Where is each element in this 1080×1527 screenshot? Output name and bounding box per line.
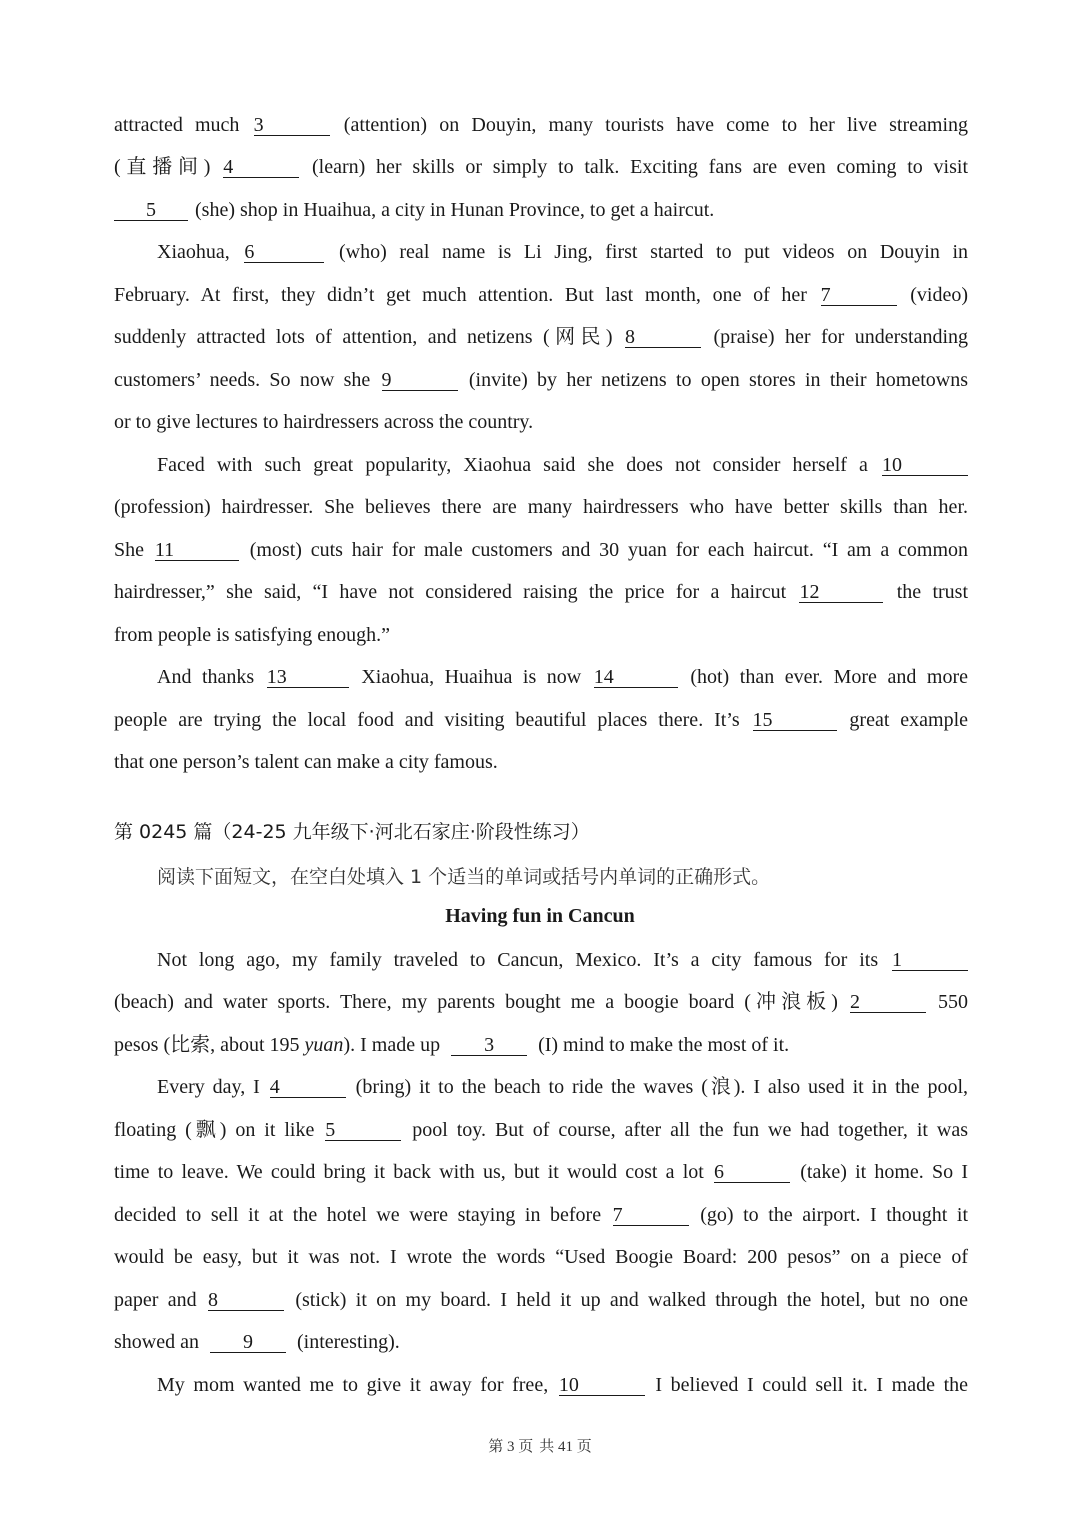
section-heading: 第 0245 篇（24-25 九年级下·河北石家庄·阶段性练习） (114, 821, 590, 843)
p2-line: would be easy, but it was not. I wrote the words “Used Boogie Board: 200 pesos” on a piece of (114, 1246, 968, 1268)
p1-line: Xiaohua, 6 (who) real name is Li Jing, first started to put videos on Douyin in (157, 241, 968, 263)
answer-blank: 2 (850, 992, 926, 1013)
answer-blank: 3 (451, 1035, 527, 1056)
p1-line: from people is satisfying enough.” (114, 624, 391, 646)
p2-line: floating (飘) on it like 5 pool toy. But of course, after all the fun we had together, it was (114, 1119, 968, 1141)
page-footer (0, 1435, 1080, 1456)
answer-blank: 4 (270, 1077, 346, 1098)
answer-blank: 4 (223, 157, 299, 178)
answer-blank: 11 (155, 540, 239, 561)
p2-line: showed an 9 (interesting). (114, 1331, 400, 1353)
answer-blank: 10 (882, 455, 968, 476)
p1-line: people are trying the local food and visiting beautiful places there. It’s 15 great example (114, 709, 969, 731)
p2-line: Every day, I 4 (bring) it to the beach to ride the waves (浪). I also used it in the pool, (157, 1076, 969, 1098)
answer-blank: 8 (625, 327, 701, 348)
answer-blank: 9 (382, 370, 458, 391)
p2-line: time to leave. We could bring it back with us, but it would cost a lot 6 (take) it home. So I (114, 1161, 968, 1183)
answer-blank: 5 (114, 200, 188, 221)
answer-blank: 6 (244, 242, 324, 263)
page-total: 共 41 页 (539, 1439, 592, 1455)
p2-line: paper and 8 (stick) it on my board. I held it up and walked through the hotel, but no one (114, 1289, 969, 1311)
p1-line: attracted much 3 (attention) on Douyin, many tourists have come to her live streaming (114, 114, 969, 136)
p1-line: (profession) hairdresser. She believes there are many hairdressers who have better skills than her. (114, 496, 968, 518)
answer-blank: 14 (594, 667, 678, 688)
answer-blank: 3 (254, 115, 330, 136)
p1-line: suddenly attracted lots of attention, and netizens (网民) 8 (praise) her for understanding (114, 326, 969, 348)
p1-line: hairdresser,” she said, “I have not considered raising the price for a haircut 12 the trust (114, 581, 969, 603)
p2-line: pesos (比索, about 195 yuan). I made up 3 (I) mind to make the most of it. (114, 1034, 790, 1056)
instruction-text: 阅读下面短文，在空白处填入 1 个适当的单词或括号内单词的正确形式。 (157, 866, 771, 888)
p1-line: customers’ needs. So now she 9 (invite) by her netizens to open stores in their hometowns (114, 369, 969, 391)
answer-blank: 12 (799, 582, 883, 603)
answer-blank: 8 (208, 1290, 284, 1311)
p1-line: February. At first, they didn’t get much attention. But last month, one of her 7 (video) (114, 284, 969, 306)
answer-blank: 5 (325, 1120, 401, 1141)
p1-line: Faced with such great popularity, Xiaohua said she does not consider herself a 10 (157, 453, 968, 477)
p2-line: My mom wanted me to give it away for free, 10 I believed I could sell it. I made the (157, 1374, 969, 1396)
p1-line: (直播间) 4 (learn) her skills or simply to talk. Exciting fans are even coming to visit (114, 156, 969, 178)
answer-blank: 7 (821, 285, 897, 306)
answer-blank: 6 (714, 1162, 790, 1183)
p2-line: Not long ago, my family traveled to Cancun, Mexico. It’s a city famous for its 1 (157, 948, 968, 972)
answer-blank: 7 (613, 1205, 689, 1226)
p2-line: decided to sell it at the hotel we were staying in before 7 (go) to the airport. I thought it (114, 1204, 969, 1226)
p1-line: And thanks 13 Xiaohua, Huaihua is now 14 (hot) than ever. More and more (157, 666, 968, 688)
p1-line: that one person’s talent can make a city famous. (114, 751, 498, 773)
p1-line: 5 (she) shop in Huaihua, a city in Hunan Province, to get a haircut. (114, 198, 968, 222)
p1-line: She 11 (most) cuts hair for male customers and 30 yuan for each haircut. “I am a common (114, 539, 969, 561)
answer-blank: 13 (267, 667, 349, 688)
page-number: 第 3 页 (488, 1439, 534, 1455)
p2-line: (beach) and water sports. There, my parents bought me a boogie board (冲浪板) 2 550 (114, 991, 969, 1013)
answer-blank: 15 (753, 710, 837, 731)
passage-title: Having fun in Cancun (445, 905, 635, 927)
answer-blank: 9 (210, 1332, 286, 1353)
answer-blank: 10 (559, 1375, 645, 1396)
p1-line: or to give lectures to hairdressers across the country. (114, 411, 534, 433)
answer-blank: 1 (892, 950, 968, 971)
